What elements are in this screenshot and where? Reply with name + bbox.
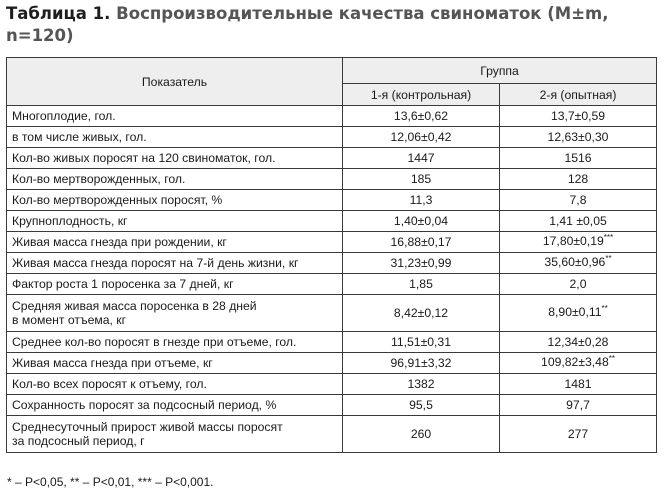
value-control: 16,88±0,17	[343, 232, 500, 253]
table-row	[7, 190, 657, 211]
footnote: * – P<0,05, ** – P<0,01, *** – P<0,001.	[7, 475, 214, 489]
header-indicator: Показатель	[7, 58, 343, 106]
table-row	[7, 169, 657, 190]
row-label: Фактор роста 1 поросенка за 7 дней, кг	[7, 274, 343, 295]
table-row	[7, 353, 657, 374]
header-col-experimental: 2-я (опытная)	[500, 84, 657, 106]
value-experimental: 12,63±0,30	[500, 127, 657, 148]
row-label-line1: Средняя живая масса поросенка в 28 дней	[12, 299, 257, 313]
significance-mark: **	[601, 304, 608, 313]
header-col-control: 1-я (контрольная)	[343, 84, 500, 106]
table-row	[7, 274, 657, 295]
value-experimental: 128	[500, 169, 657, 190]
value-experimental	[500, 232, 657, 253]
row-label: Кол-во живых поросят на 120 свиноматок, гол.	[7, 148, 343, 169]
value-control: 260	[343, 416, 500, 453]
value-text: 35,60±0,96	[544, 255, 606, 269]
table-number: Таблица 1.	[6, 4, 111, 23]
value-control: 13,6±0,62	[343, 106, 500, 127]
table-row	[7, 253, 657, 274]
table-row	[7, 332, 657, 353]
row-label	[7, 295, 343, 332]
table-caption	[6, 3, 656, 47]
table-row	[7, 416, 657, 453]
data-table	[6, 57, 657, 453]
row-label: Живая масса гнезда поросят на 7-й день жизни, кг	[7, 253, 343, 274]
row-label: Крупноплодность, кг	[7, 211, 343, 232]
significance-mark: **	[605, 254, 612, 263]
significance-mark: ***	[603, 233, 614, 242]
value-control: 1447	[343, 148, 500, 169]
value-control: 12,06±0,42	[343, 127, 500, 148]
value-text: 8,90±0,11	[548, 305, 602, 319]
row-label: Кол-во мертворожденных поросят, %	[7, 190, 343, 211]
value-control: 11,3	[343, 190, 500, 211]
value-experimental: 12,34±0,28	[500, 332, 657, 353]
value-text: 109,82±3,48	[541, 355, 609, 369]
table-row	[7, 395, 657, 416]
row-label: Среднее кол-во поросят в гнезде при отъеме, гол.	[7, 332, 343, 353]
row-label-line2: в момент отъема, кг	[12, 313, 127, 327]
value-control: 1382	[343, 374, 500, 395]
value-control: 185	[343, 169, 500, 190]
value-control: 95,5	[343, 395, 500, 416]
table-row	[7, 374, 657, 395]
table-title: Воспроизводительные качества свиноматок (M±m, n=120)	[6, 4, 609, 45]
value-experimental: 1,41 ±0,05	[500, 211, 657, 232]
value-experimental: 7,8	[500, 190, 657, 211]
row-label-line1: Среднесуточный прирост живой массы поросят	[12, 420, 283, 434]
header-group: Группа	[343, 58, 657, 84]
table-row	[7, 232, 657, 253]
row-label: Многоплодие, гол.	[7, 106, 343, 127]
row-label-line2: за подсосный период, г	[12, 434, 145, 448]
value-control: 1,40±0,04	[343, 211, 500, 232]
row-label: Живая масса гнезда при рождении, кг	[7, 232, 343, 253]
table-row	[7, 211, 657, 232]
table-row	[7, 295, 657, 332]
significance-mark: **	[608, 354, 615, 363]
value-experimental	[500, 253, 657, 274]
value-experimental: 1481	[500, 374, 657, 395]
value-control: 31,23±0,99	[343, 253, 500, 274]
row-label: в том числе живых, гол.	[7, 127, 343, 148]
value-experimental: 2,0	[500, 274, 657, 295]
value-control: 1,85	[343, 274, 500, 295]
row-label: Живая масса гнезда при отъеме, кг	[7, 353, 343, 374]
value-control: 11,51±0,31	[343, 332, 500, 353]
value-text: 17,80±0,19	[542, 234, 604, 248]
row-label: Сохранность поросят за подсосный период, %	[7, 395, 343, 416]
value-experimental	[500, 295, 657, 332]
row-label: Кол-во мертворожденных, гол.	[7, 169, 343, 190]
table-row	[7, 148, 657, 169]
value-control: 8,42±0,12	[343, 295, 500, 332]
value-experimental: 277	[500, 416, 657, 453]
value-experimental	[500, 353, 657, 374]
table-row	[7, 127, 657, 148]
table-row	[7, 106, 657, 127]
value-control: 96,91±3,32	[343, 353, 500, 374]
row-label: Кол-во всех поросят к отъему, гол.	[7, 374, 343, 395]
value-experimental: 1516	[500, 148, 657, 169]
value-experimental: 97,7	[500, 395, 657, 416]
row-label	[7, 416, 343, 453]
value-experimental: 13,7±0,59	[500, 106, 657, 127]
